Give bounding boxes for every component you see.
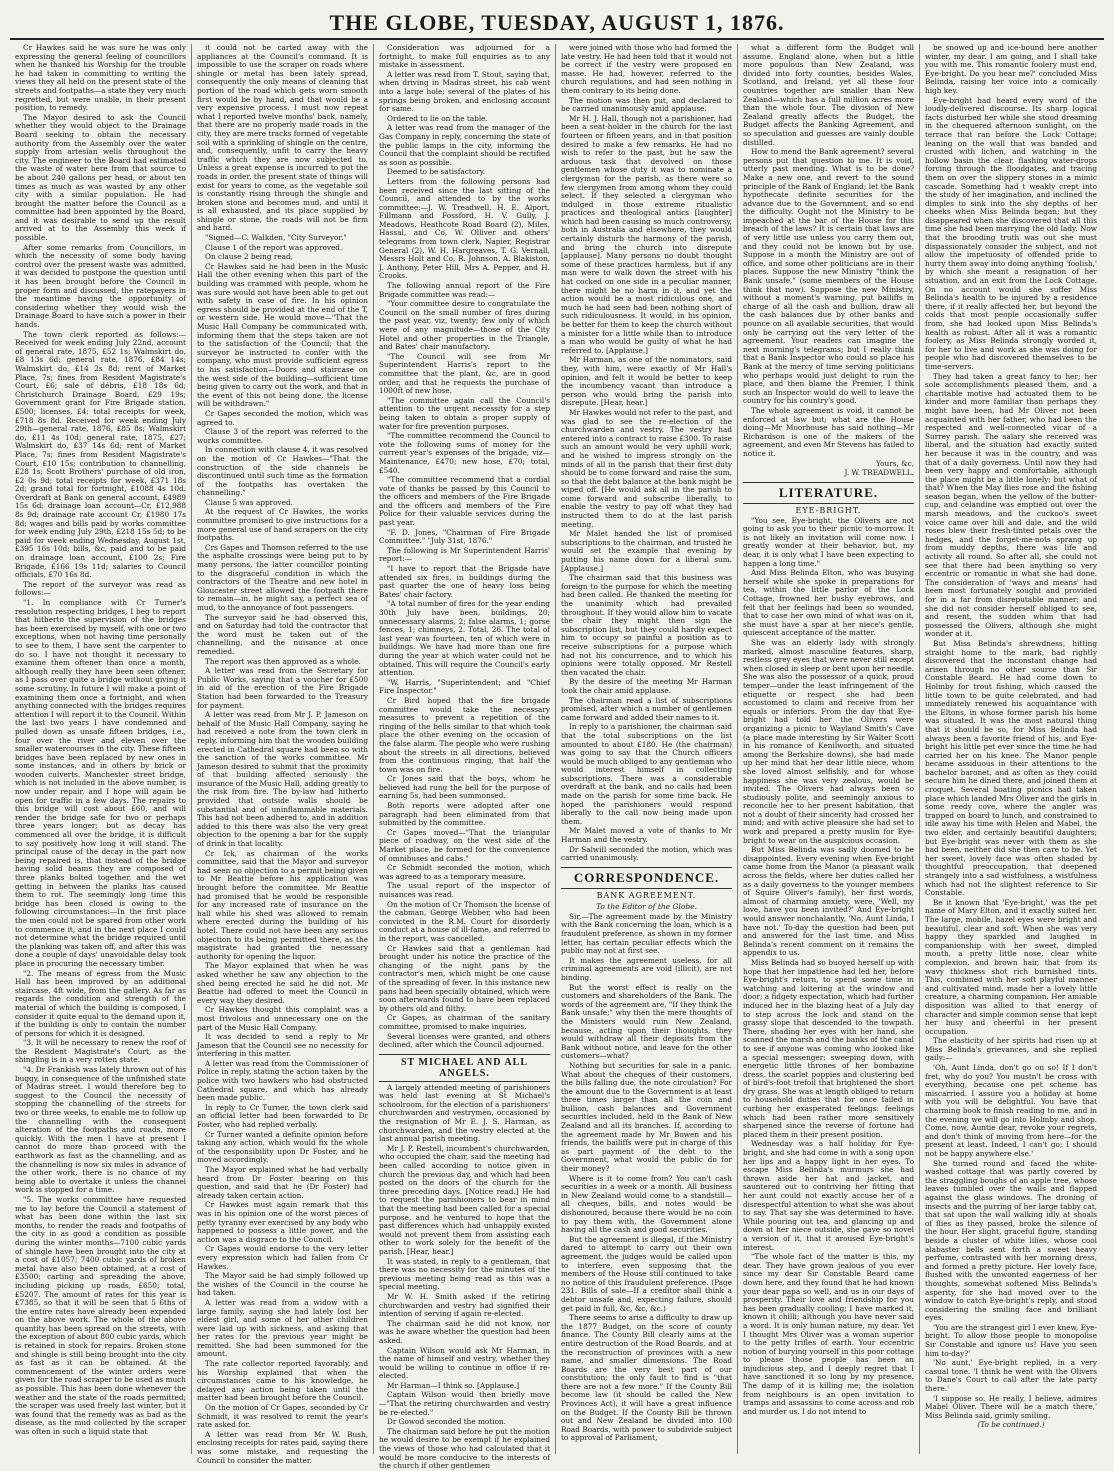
article-paragraph: A largely attended meeting of parishioners was held last evening at St Michael's schoolroom, for the election of a parishioners' churchwarden and vestrymen, occasioned by the resignation of Mr E. J. S. Harman, as churchwarden, and the vestry elected at the last annual parish meeting. <box>379 1082 550 1144</box>
article-paragraph: "Your committee desire to congratulate the Council on the small number of fires during the past year, viz, twenty; few only of which were of any magnitude—those of the City Hotel and other properties in the Triangle, and Bates' chair manufactory. <box>379 299 550 352</box>
article-paragraph: "4. Dr Frankish was lately thrown out of his buggy, in consequence of the unfinished state of Madras street. I would therefore beg to suggest to the Council the necessity of stopping the channelling of the streets for two or three weeks, to enable me to follow up the channelling with the consequent alteration of the footpaths and roads, more quickly. With the men I have at present I cannot do more than proceed with the earthwork as fast as the channelling, and as the channelling is now six miles in advance of the other work, there is no chance of my being able to overtake it unless the channel work is stopped for a time. <box>15 1065 186 1195</box>
article-paragraph: "Signed—C. Walkden, "City Surveyor." <box>205 233 347 243</box>
article-paragraph: Dr Gowod seconded the motion. <box>387 1417 506 1427</box>
article-paragraph: 'No aunt,' Eye-bright replied, in a very casual tone. 'I think he went with the Olivers to Dane's Court to call after the late party there.' <box>925 1358 1097 1394</box>
article-paragraph: Both reports were adopted after one paragraph had been eliminated from that submitted by the committee. <box>379 801 550 828</box>
article-paragraph: Mr H. J. Hall, though not a parishioner, had been a seat-holder in the church for the last fourteen or fifteen years, and in that position desired to make a few remarks. He had no wish to refer to the past, but he saw the arduous task that devolved on those gentlemen whose duty it was to nominate a clergyman for the parish, as there were so few clergymen from among whom they could select. If they selected a clergyman who indulged in those extreme ritualistic practices and theological antics [laughter] which had been causing so much controversy, both in Australia and elsewhere, they would certainly disturb the harmony of the parish, and bring the church into disrepute [applause]. Many persons no doubt thought some of these practices harmless, but if any man were to walk down the street with his hat cocked on one side in a peculiar manner, there might be no harm in it, and yet the action would be a most ridiculous one, and much he had seen had been nothing short of such ridiculousness. It would, in his opinion, be better for them to keep the church without a minister for a little while than to introduce a man who would be guilty of what he had referred to. [Applause.] <box>561 113 732 355</box>
article-paragraph: Mr Harman—I think so. [Applause.] <box>387 1380 520 1390</box>
article-paragraph: Cr Ick, as chairman of the works committee, said that the Mayor and surveyor had seen no objection to a permit being given to Mr Beattie before his application was brought before the committee. Mr Beattie had promised that he would be responsible for any increased rate of insurance on the hall while his shed was allowed to remain where erected during the building of his hotel. There could not have been any serious objection to its being permitted there, as the magistrate had granted the necessary authority for opening the liquor. <box>197 848 368 961</box>
article-paragraph: How to mend the Bank agreement? several persons put that question to me. It is void, utterly past mending. What is to be done? Make a new one, and revert to the sound principle of the Bank of England; let the Bank hypothecate definite securities for the advance due to the Government, and so end the difficulty. Ought not the Ministry to be impeached at the bar of the House for this breach of the laws? It is certain that laws are of very little use unless you carry them out, and they could not be known but by use. Suppose in a month the Ministry are out of office, and some other politicians are in their places. Suppose the new Ministry "think the Bank unsafe," (some members of the House think that now). Suppose the new Ministry, without a moment's warning, put bailiffs in charge of all the cash and bullion, draw all the cash balances due by other banks and pounce on all available securities, that would only be carrying out the very letter of the agreement. Your readers can imagine the next morning's telegrams; but I really think that a Bank Inspector who could so place his Bank at the mercy of time serving politicians who perhaps would just delight to ruin the place, and then blame the Premier, I think such an Inspector would do well to leave the country for his country's good. <box>743 147 914 406</box>
article-paragraph: Mr Hawkes would not refer to the past, and was glad to see the re-election of the churchwarden and vestry. The vestry had entered into a contract to raise £300. To raise such an amount would be very uphill work, and he wished to impress strongly on the minds of all in the parish that their first duty should be to come forward and raise the sum, so that the debt balance at the bank might be wiped off. [He would ask all in the parish to come forward and subscribe liberally, to enable the vestry to pay off what they had instructed them to do at the last parish meeting. <box>561 407 732 529</box>
article-paragraph: Cr Schmidt seconded the motion, which was agreed to as a temporary measure. <box>379 863 550 881</box>
article-paragraph: Cr Hawkes thought this complaint was a most frivolous and unnecessary one on the part of the Music Hall Company. <box>197 1005 368 1032</box>
article-paragraph: Cr Gapes, as chairman of the sanitary committee, promised to make inquiries. <box>379 1013 550 1031</box>
article-paragraph: The chairman said he did not know, nor was he aware whether the question had been asked. <box>379 1318 550 1345</box>
article-paragraph: Captain Wilson would ask Mr Harman, in the name of himself and vestry, whether they would be willing to continue in office if re-elected. <box>379 1345 550 1381</box>
article-paragraph: 'I suppose so. He really, I believe, admires Mabel Oliver. There will be a match there,' Miss Belinda said, grimly smiling. <box>925 1393 1097 1420</box>
article-paragraph: 'You are the strangest girl I ever knew, Eye-bright. To allow those people to monopolise Sir Constable and ignore us! Have you seen him to-day?' <box>925 1322 1097 1358</box>
article-paragraph: The elasticity of her spirits had risen up at Miss Belinda's grievances, and she replied gaily:— <box>925 1036 1097 1063</box>
article-paragraph: In connection with clause 4, it was resolved on the motion of Cr Hawkes—"That the construction of the side channels be discontinued until such time as the formation of the footpaths has overtaken the channelling." <box>197 445 368 498</box>
article-paragraph: "W. Harris, "Superintendent; and "Chief Fire Inspector." <box>379 677 550 696</box>
article-paragraph: But the worst effect is really on the customers and shareholders of the Bank. The words of the agreement are, "If they think the Bank unsafe;" why then the mere thoughts of the Ministers would ruin New Zealand, because, acting upon their thoughts, they would withdraw all their deposits from the Bank without notice, and leave for the other customers—what? <box>561 982 732 1061</box>
article-paragraph: Mr W. H. Smith asked if the retiring churchwarden and vestry had signified their intention of serving if again re-elected. <box>379 1291 550 1319</box>
article-paragraph: She turned round and faced the white-washed cottage that was partly covered by the straggling boughs of an apple tree, whose leaves tumbled over the walls and flapped against the glass windows. The droning of insects and the purring of her large tabby cat, that sat upon the wall walking idly at shoals of flies as they passed, broke the silence of the hour. Her slight, graceful figure, standing beside a cluster of white lilies, whose cool alabaster bells sent forth a sweet heavy perfume, contrasted with her morning dress, and formed a pretty picture. Her lovely face, flushed with the unwonted eagerness of her thoughts, somewhat softened Miss Belinda's asperity, for she had moved over to the window to catch Eye-bright's reply, and stood considering the smiling face and brilliant eyes. <box>925 1158 1097 1323</box>
article-paragraph: Mr Malet handed the list of promised subscriptions to the chairman, and trusted he would set the example that evening by putting his name down for a liberal sum. [Applause.] <box>561 529 732 573</box>
article-paragraph: The usual report of the inspector of nuisances was read. <box>379 881 550 899</box>
article-paragraph: On the motion of Cr Gapes, seconded by Cr Schmidt, it was resolved to remit the year's rate asked for. <box>197 1403 368 1430</box>
article-paragraph: She was an elderly lady with strongly marked, almost masculine features, sharp, restless grey eyes that were never still except when closed in sleep or bent upon her needle. She was also the possessor of a quick, proud temper—under the least infringement of the etiquette or respect she had been accustomed to claim and receive from her equals or inferiors. From the day that Eye-bright had told her the Olivers were organizing a picnic to Wayland Smith's Cave (a place made interesting by Sir Walter Scott in his romance of Kenilworth, and situated among the Berkshire downs), she had made up her mind that her dear little niece, whom she loved almost selfishly, and for whose happiness she was very zealous, would be invited. The Olivers had always been so studiously polite, and seemingly anxious to reconcile her to her present habitation, that not a doubt of their sincerity had crossed her mind; and with active pleasure she had set to work and prepared a pretty muslin for Eye-bright to wear on the auspicious occasion. <box>743 638 914 845</box>
article-paragraph: But Miss Belinda's shrewdness, hitting straight home to the mark, had rightly discovered that the inconstant change had arisen through no other source than Sir Constable Beard. He had come down to Holmby for trout fishing, which caused the little town to be quite celebrated, and had immediately renewed his acquaintance with the Eltons, in whose former parish his home was situated. It was the most natural thing that it should be so, for Miss Belinda had always been a favorite friend of his, and Eye-bright his little pet ever since the time he had carried her on his knee. The Manor people became assiduous in their attentions to the bachelor baronet, and as often as they could secure him he dined there, and joined them at croquet. Several boating picnics had taken place which landed Mrs Oliver and the girls in some reedy cove, where the angler was trapped on board to lunch, and constrained to idle away his time with Helen and Mabel, the two elder, and certainly beautiful daughters; but Eye-bright was never with them as she had been, neither did she then care to be. Yet her sweet, lovely face was often shaded by thoughtful preoccupation, that deepened strangely into a sad wistfulness, a wistfulness which had not the slightest reference to Sir Constable. <box>925 638 1097 898</box>
article-paragraph: The Mayor explained that when he was asked whether he saw any objection to the shed being erected he said he did not. Mr Beattie had offered to meet the Council in every way they desired. <box>197 961 368 1005</box>
article-paragraph: were joined with those who had formed the late vestry. He had been told that it would not be correct if the vestry were proposed en masse. He had, however, referred to the church regulations, and had seen nothing in them contrary to its being done. <box>561 43 732 95</box>
article-paragraph: Eye-bright had heard every word of the loudly-delivered discourse. Its sharp logical facts disturbed her while she stood dreaming in the chequered afternoon sunlight, on the terrace that ran before the Lock Cottage; leaning on the wall that was banded and crusted with lichen, and watching in the hollow basin the clear, flashing water-drops forcing through the floodgates, and tracing them on over the slippery stones in a mimic cascade. Something had t weakly crept into the study of her imagination, and inclined the dimples to sink into the shy depths of her cheeks when Miss Belinda began; but they disappeared when she discovered that all this time she had been marrying the old lady. Now that the brooding truth was out she must dispassionately consider the subject, and not allow the impetuosity of offended pride to hurry them away into doing anything 'foolish,' by which she meant a resignation of her situation, and an exit from the Lock Cottage. On no account would she suffer Miss Belinda's health to be injured by a residence there, if it really affected her, but beyond the colds that most people occasionally suffer from, she had looked upon Miss Belinda's health as robust. After all it was a romantic foolery, as Miss Belinda strongly worded it, for her to live and work as she was doing for people who had discovered themselves to be time-servers. <box>925 95 1097 371</box>
article-paragraph: Ordered to lie on the table. <box>387 113 488 123</box>
article-paragraph: Cr Gapes seconded the motion, which was agreed to. <box>197 408 368 427</box>
column-4 <box>556 44 738 1454</box>
article-paragraph: The town clerk reported as follows:—Received for week ending July 22nd, account of general rate, 1875, £52 1s; Walmskirt do, £8 13s 6d; general rate, 1876, £84 14s; Walmskirt do, £14 2s 8d; rent of Market Place, 7s; fines from Resident Magistrate's Court, £6; sale of débris, £18 18s 6d; Christchurch Drainage Board, £29 19s; Government grant for Fire Brigade station, £500; licenses, £4; total receipts for week, £718 8s 8d. Received for week ending July 29th—general rate, 1876, £85 8s; Walmskirt do, £11 4s 10d; general rate, 1875, £27; Walmskirt do, £37 14s 6d; rent of Market Place, 7s; fines from Resident Magistrate's Court, £10 15s; contribution to channelling, £28 1s; Scott Brothers' purchase of old iron, £2 0s 9d; total receipts for week, £371 18s 2d; grand total for fortnight, £1088 4s 10d. Overdraft at Bank on general account, £4989 15s 6d; drainage loan account—Cr, £12,988 8s 9d; drainage rate account Cr, £1980 17s 8d; wages and bills paid by works committee for week ending July 29th, £218 15s 5d; to be paid for week ending Wednesday, August 1st, £395 16s 10d; bills, &c, paid and to be paid on drainage loan account, £100 2s; Fire Brigade, £166 19s 11d; salaries to Council officials, £70 16s 8d. <box>15 329 186 580</box>
article-paragraph: "2. The means of egress from the Music Hall has been improved by an additional staircase, 4ft wide, from the gallery. As far as regards the condition and strength of the material of which the building is composed, I consider it quite equal to the demand upon it, if the building is only to contain the number of persons for which it is designed. <box>15 968 186 1038</box>
article-paragraph: The report of the surveyor was read as follows:— <box>15 579 186 598</box>
column-6 <box>920 44 1102 1454</box>
article-paragraph: The rate collector reported favorably, and his Worship explained that when the circumstances came to his knowledge, he delayed any action being taken until the matter had been brought before the Council. <box>197 1359 368 1403</box>
article-paragraph: Consideration was adjourned for a fortnight, to make full enquiries as to any mistake in assessment. <box>379 43 550 70</box>
article-paragraph: There seems to arise a difficulty to draw up the 1877 Budget, on the score of county finance. The County Bill clearly aims at the entire destruction of the Road Boards, and at the reconstruction of provinces with a new name, and smaller dimensions. The Road Boards are the very best part of our constitution; the only fault to find is "that there are not a few more." If the County Bill become law (it should be called the New Provinces Act), it will have a great influence on the Budget. If the County Bill be thrown out and New Zealand be divided into 100 Road Boards, with power to subdivide subject to approval of Parliament, <box>561 1313 732 1443</box>
article-paragraph: Yours, &c, <box>875 458 914 468</box>
article-paragraph: Cr Hawkes said he was sure he was only expressing the general feeling of councillors when he thanked his Worship for the trouble he had taken in committing to writing the views they all held on the present state of the streets and footpaths—a state they very much regretted, but were unable, in their present position, to remedy. <box>15 43 186 113</box>
masthead <box>10 8 1104 40</box>
article-paragraph: In reply to a parishioner, the chairman said that the total subscriptions on the list amounted to about £180. He (the chairman) was going to say that the Church officers would be much obliged to any gentleman who would interest himself in collecting subscriptions. There was a considerable overdraft at the bank, and no calls had been made on the parish for some time back. He hoped the parishioners would respond liberally to the call now being made upon them. <box>561 722 732 826</box>
article-paragraph: But the agreement is illegal, if the Ministry dared to attempt to carry out their own agreement, the judges would be called upon to interfere, even supposing that the members of the House still continued to take no notice of this fraudulent preference. (Page 231. Bills of sale—If a creditor shall think a debtor unsafe and, expecting failure, should get paid in full, &c, &c, &c.) <box>561 1234 732 1313</box>
article-paragraph: A letter was read from the manager of the Gas Company in reply, concerning the state of the public lamps in the city, informing the Council that the complaint should be rectified as soon as possible. <box>379 123 551 167</box>
article-paragraph: Clause 5 was approved. <box>205 497 293 507</box>
article-paragraph: A letter was read from Mr J. P. Jameson on behalf of the Music Hall Company, saying he had received a note from the town clerk in reply, informing him that the wooden building erected in Cathedral square had been so with the sanction of the works committee. Mr Jameson desired to submit that the proximity of that building affected seriously the insurance of the Music Hall, adding greatly to the risk from fire. The by-law had hitherto provided that outside walls should be substantial and of uninflammable materials. This had not been adhered to, and in addition added to this there was also the very great objection to the opening a bar for the supply of drink in that locality. <box>197 710 368 849</box>
article-paragraph: The chairman said that this business was foreign to the purpose for which the meeting had been called. He thanked the meeting for the unanimity which had prevailed throughout. If they would allow him to vacate the chair they might then sign the subscription list, but they could hardly expect him to occupy so painful a position as to receive subscriptions for a purpose which had not his concurrence, and to which his opinions were totally opposed. Mr Restell then vacated the chair. <box>561 573 732 677</box>
article-paragraph: Mr Malet moved a vote of thanks to Mr Harman and the vestry. <box>561 826 732 845</box>
article-paragraph: On clause 2 being read, <box>205 252 293 262</box>
article-paragraph: At the request of Cr Hawkes, the works committee promised to give instructions for a more general use of hand scrapers on the city footpaths. <box>197 507 368 543</box>
bank-agreement-subheading: BANK AGREEMENT. <box>596 890 697 900</box>
article-paragraph: It was decided to send a reply to Mr Jameson that the Council see no necessity for interfering in this matter. <box>197 1032 368 1059</box>
article-paragraph: Cr Turner wanted a definite opinion before taking any action, which would fix the whole of the responsibility upon Dr Foster, and he moved accordingly. <box>197 1129 368 1165</box>
article-paragraph: Sir,—The agreement made by the Ministry with the Bank concerning the loan, which is a fraudulent preference, as shown in my former letter, has certain peculiar effects which the public may not at first see. <box>561 911 732 956</box>
article-paragraph: what a different form the Budget will assume. England alone, when but a little more populous than New Zealand, was divided into forty counties, besides Wales, Scotland, and Ireland, yet all these four countries together are smaller than New Zealand—which has a full million acres more than the whole four. The division of New Zealand greatly affects the Budget, the Budget affects the Banking Agreement, and so speculation and guesses are vainly double distilled. <box>743 43 914 147</box>
article-paragraph: Be it known that 'Eye-bright,' was the pet name of Mary Elton, and it exactly suited her. The large, mobile, hazel eyes were bright and beautiful, clear and soft. When she was very happy they sparkled and laughed in companionship with her sweet, dimpled mouth, a pretty little nose, clear white complexion, and brown hair, that from its wavy thickness shot rich burnished tints. This, combined with her soft playful manner and cultivated mind, made her a lovely little creature, a charming companion. Her amiable disposition was allied to that energy of character and simple common sense that kept her busy and cheerful in her present occupation. <box>925 897 1097 1036</box>
article-paragraph: A letter was read from the Commissioner of Police in reply, stating the action taken by the police with two hawkers who had obstructed Cathedral square, and which has already been made public. <box>197 1058 368 1103</box>
article-paragraph: "The committee again call the Council's attention to the urgent necessity for a step being taken to obtain a proper supply of water for fire prevention purposes. <box>379 395 550 431</box>
article-paragraph: "The committee recommend the Council to vote the following sums of money for the current year's expenses of the brigade, viz—Maintenance, £470; new hose, £70; total, £540. <box>379 431 550 475</box>
article-paragraph: Deemed to be satisfactory. <box>387 167 486 177</box>
article-paragraph: "F. D. Jones, "Chairman of Fire Brigade Committee." "July 31st, 1876." <box>379 527 550 546</box>
article-paragraph: It was stated, in reply to a gentleman, that there was no necessity for the minutes of the previous meeting being read as this was a special meeting. <box>379 1256 550 1292</box>
article-paragraph: Dr Salwill seconded the motion, which was carried unanimously. <box>561 844 732 863</box>
article-paragraph: Miss Belinda had so buoyed herself up with hope that her impatience had led her, before Eye-bright's return, to spend some time in watching and loitering at the window and door; a fidgety expectation, which had further induced her in the blazing heat of a July day to step across the lock and stand on the grassy slope that descended to the towpath. There, shading her eyes with her hand, she scanned the marsh and the banks of the canal to see if anyone was coming who looked like a special messenger; sweeping down, with energetic little thrones of her bombazine dress, the scarlet poppies and clustering bed of bird's-foot trefoil that brightened the short dry grass. She was at length obliged to return to household duties that for once failed in curbing her exasperated feelings: feelings which had been rather more sensitively sharpened since the reverse of fortune had placed them in their present position. <box>743 957 914 1139</box>
column-3 <box>374 43 556 1471</box>
article-paragraph: The Mayor desired to ask the Council whether they would object to the Drainage Board seeking to obtain the necessary authority from the Assembly over the water supply from artesian wells throughout the city. The engineer to the Board had estimated the waste of water here from that source to be about 240 gallons per head, or about ten times as much as was wasted by any other city with a similar population. He had brought the matter before the Council as a committee had been appointed by the Board, and it was desirable to send up the result arrived at to the Assembly this week if possible. <box>15 112 186 243</box>
article-paragraph: 'Oh, Aunt Linda, don't go on so! If I don't fret, why do you? You mustn't be cross with everything, because one pet scheme has miscarried. I assure you a holiday at home with you will be delightful. You have that charming book to finish reading to me, and in the evening we will go into Holmby and shop. Come, now, Auntie dear, revoke your regrets, and don't think of moving from here—for the present at least. Indeed, I can't go; I should not be happy anywhere else.' <box>925 1063 1097 1158</box>
article-paragraph: it could not be carted away with the appliances at the Council's command. It is impossible to use the scraper on roads where shingle or metal has been lately spread, consequently the only means of cleaning that portion of the road which gets worn smooth first would be by hand, and that would be a very expensive process. I must now repeat what I reported twelve months' back, namely, that there are no properly made roads in the city, they are mere tracks formed of vegetable soil with a sprinkling of shingle on the centre, and, consequently, unfit to carry the heavy traffic which they are now subjected to. Unless a great expense is incurred to put the roads in order, the present state of things will exist for years to come, as the vegetable soil is constantly rising through the shingle and broken stone and becomes mud, and until it is all exhausted, and its place supplied by shingle or stone, the roads will not be firm and hard. <box>197 43 368 233</box>
article-paragraph: The following is Mr Superintendent Harris' report:— <box>379 545 550 564</box>
editor-line: To the Editor of the Globe. <box>595 901 698 911</box>
article-paragraph: They had taken a great fancy to her; her sole accomplishments pleased them, and a charitable motive had actuated them to be kinder and more familiar than perhaps they might have been, had Mr Oliver not been acquainted with her father, who had been the respected and well-connected vicar of a Surrey parish. The salary she received was liberal, and the situation had exactly suited her because it was in the country, and was that of a daily governess. Until now they had been very happy and comfortable, although the place might be a little lonely; but what of that? When the May flies rose and the fishing season began, when the yellow of the butter-cup, and celandine was emptied out over the marsh meadows, and the cuckoo's sweet voice came over hill and dale, and the wild roses blew their fresh-tinted petals over the hedges, and the forget-me-nots sprang up from muddy depths, there was life and activity all round. So after all, she could not see that there had been anything so very eccentric or romantic in what she had done. The consideration of 'ways and means' had been most fortunately sought and provided for in a far from disreputable manner; and she did not consider herself obliged to see, and resent, the sudden whim that had possessed the Olivers, although she might wonder at it. <box>925 371 1097 639</box>
article-paragraph: The Mayor explained what he had verbally heard from Dr Foster bearing on this question, and said that he (Dr Foster) had already taken certain action. <box>197 1165 368 1200</box>
article-paragraph: The chairman read a list of subscriptions promised, after which a number of gentlemen came forward and added their names to it. <box>561 695 732 722</box>
article-paragraph: The following annual report of the Fire Brigade committee was read:— <box>379 281 550 299</box>
article-paragraph: But Miss Belinda was sadly doomed to be disappointed. Every evening when Eye-bright came home from the Manor (a pleasant walk across the fields, where her duties called her as a daily governess to the younger members of Squire Oliver's family), her first words, almost of charming anxiety, were, 'Well, my love, have you been invited?' And Eye-bright would answer nonchalantly, 'No, Aunt Linda, I have not.' To-day the question had been put and answered for the last time, and Miss Belinda's recent comment on it remains the appendix to us. <box>743 845 914 958</box>
article-paragraph: A letter was read from T. Stout, saying that, when driving in Madras street, his cab went into a large hole; several of the plates of his springs being broken, and enclosing account for same. <box>379 69 550 114</box>
article-paragraph: Clause 3 of the report was referred to the works committee. <box>197 427 368 445</box>
article-paragraph: "You see, Eye-bright, the Olivers are not going to ask you to their picnic to-morrow. It is not likely an invitation will come now. I greatly wonder at their behavior, but, my dear, it is only what I have been expecting to happen a long time." <box>743 515 914 568</box>
article-paragraph: The chairman said before he put the motion he would desire to be exempt if he explained the views of those who had calculated that it would be more conducive to the interests of the church if other gentlemen <box>379 1426 550 1471</box>
eye-bright-subheading: EYE-BRIGHT. <box>795 505 862 515</box>
correspondence-heading: CORRESPONDENCE. <box>561 867 732 889</box>
article-paragraph: A letter was read from the Secretary for Public Works, saying that a voucher for £500 in aid of the erection of the Fire Brigade Station had been forwarded to the Treasury for payment. <box>197 666 368 710</box>
article-paragraph: The Mayor said he had simply followed up the wishes of the Council in the course he had taken. <box>197 1271 368 1298</box>
article-paragraph: After some remarks from Councillors, in which the necessity of some body having control over the present waste was admitted, it was decided to postpone the question until it has been brought before the Council in proper form and discussed, the ratepayers in the meantime having the opportunity of considering whether they would wish the Drainage Board to have such a power in their hands. <box>15 242 186 329</box>
columns <box>10 43 1104 1471</box>
to-be-continued: (To be continued.) <box>977 1420 1045 1430</box>
column-1 <box>10 44 192 1454</box>
article-paragraph: On the motion of Cr Thomson the license of the cabman, George Webber, who had been convicted in the R.M. Court for disorderly conduct at a house of ill-fame, and referred to in the report, was cancelled. <box>379 899 550 943</box>
article-paragraph: The report was then approved as a whole. <box>205 656 361 666</box>
article-paragraph: A letter was read from Mr W. Bush, enclosing receipts for rates paid, saying there was some mistake, and requesting the Council to consider the matter. <box>197 1429 368 1465</box>
article-paragraph: In reply to Cr Turner, the town clerk said an official letter had been forwarded to Dr Foster, who had replied verbally. <box>197 1102 368 1130</box>
article-paragraph: "A total number of fires for the year ending 30th July have been, buildings, 20; unnecessary alarms, 2; false alarms, 1; gorse fences, 1; chimneys, 2. Total, 26. The total of last year was fourteen, ten of which were in buildings. We have had more than one fire during the year at which water could not be obtained. This will require the Council's early attention. <box>379 599 550 678</box>
article-paragraph: Mr J. P. Restell, incumbent's churchwarden, who occupied the chair, said the meeting had been called according to notice given in church the previous day, and which had been posted on the doors of the church for the three preceding days. [Notice read.] He had to request the parishioners to bear in mind that the meeting had been called for a special purpose, and he ventured to hope that the past differences which had unhappily existed would not prevent them from assisting each other to work solely for the benefit of the parish. [Hear, hear.] <box>379 1143 550 1256</box>
article-paragraph: By the desire of the meeting Mr Harman took the chair amid applause. <box>561 677 732 695</box>
column-5 <box>738 44 920 1454</box>
article-paragraph: Cr Bird hoped that the fire brigade committee would take the necessary measures to prevent a repetition of the ringing of the bells similar to that which took place the other evening on the occasion of the false alarm. The people who were rushing about the streets in all directions, believed from the continuous ringing, that half the town was on fire. <box>379 695 550 774</box>
st-michael-heading: ST MICHAEL AND ALL ANGELS. <box>379 1054 550 1082</box>
article-paragraph: be snowed up and ice-bound here another winter, my dear. I am going, and I shall take you with me. This romantic foolery must end, Eye-bright. Do you hear me?' concluded Miss Belinda, raising her voice into a comically high key. <box>925 43 1097 95</box>
article-paragraph: Cr Gapes would endorse to the very letter every expression which had fallen from Cr Hawkes. <box>197 1244 368 1271</box>
article-paragraph: The whole agreement is void, it cannot be enforced at law but; what are the House doing—Mr Moorhouse has said nothing—Mr Richardson is one of the makers of the agreement, and even Mr Stevens has failed to notice it. <box>743 405 914 458</box>
masthead-title: THE GLOBE, TUESDAY, AUGUST 1, 1876. <box>329 10 785 35</box>
article-paragraph: Crs Gapes and Thomson referred to the use the asphalte crossings were being put to by many persons, the latter councillor pointing to the disgraceful condition in which the contractors of the Theatre and new hotel in Gloucester street allowed the footpath there to remain—in, he might say, a perfect sea of mud, to the annoyance of foot passengers. <box>197 542 368 612</box>
article-paragraph: Cr Gapes moved—"That the triangular piece of roadway, on the west side of the Market place, be formed for the convenience of omnibuses and cabs." <box>379 827 550 863</box>
article-paragraph: "I have to report that the Brigade have attended six fires, in buildings during the past quarter the one of heavy loss being Bates' chair factory. <box>379 564 550 599</box>
article-paragraph: "1. In compliance with Cr Turner's resolution respecting bridges, I beg to report that hitherto the supervision of the bridges has been exercised by myself, with one or two exceptions, when not having time personally to see to them, I have sent the carpenter to do so. I have not thought it necessary to examine them oftener than once a month, although really they have been seen oftener, as I pass over quite a bridge without giving it some scrutiny. In future I will make a point of examining them once a fortnight, and when anything connected with the bridges requires attention I will report it to the Council. Within the last two years I have condemned and pulled down as unsafe fifteen bridges, i.e., four over the river and eleven over the smaller watercourses in the city. These fifteen bridges have been replaced by new ones in some instances, and in others by brick or wooden culverts. Manchester street bridge, which is not included in the above number, is now under repair, and I hope will again be open for traffic in a few days. The repairs to this bridge will cost about £60, and will render the bridge safe for two or perhaps three years longer; but as decay has commenced all over the bridge, it is difficult to say positively how long it will stand. The principal cause of the decay in the part now being repaired is, that instead of the bridge having solid beams they are composed of three planks bolted together, and the wet getting in between the planks has caused them to rot. The seemingly long time this bridge has been closed is owing to the following circumstances:—In the first place the men could not be spared from other work to commence it, and in the next place I could not determine what the bridge required until the planking was taken off, and after this was done a couple of days' unavoidable delay took place in procuring the necessary timber. <box>15 598 186 968</box>
article-paragraph: And Miss Belinda Elton, who was busying herself while she spoke in preparations for tea, within the little parlor of the Lock Cottage, frowned her bushy eyebrows, and felt that her feelings had been so wounded, that to case her own mind of what was on it, she must have a spar at her niece's gentle, quiescent acceptance of the matter. <box>743 568 914 638</box>
article-paragraph: Cr Hawkes must again remark that this was in his opinion one of the worst pieces of petty tyranny ever exercised by any body who happened to possess a little power, and the action was a disgrace to the Council. <box>197 1200 368 1244</box>
article-paragraph: Letters from the following persons had been received since the last sitting of the Council, and attended to by the works committee:—J. W. Treadwell, H. E. Alport, Fillmann and Fossford, H. V. Gully, J. Meadows, Heathcote Road Board (2), Miles, Hassal, and Co, W. Olliver and others' telegrams from town clerk, Napier, Registrar General (2), W. H. Hargreaves, T. G. Vernall, Messrs Holt and Co, R. Johnson, A. Blakiston, J. Anthony, Peter Hill, Mrs A. Pepper, and H. Crooks. <box>379 176 550 281</box>
article-paragraph: Mr Harman, as one of the nominators, said they, with him, were exactly of Mr Hall's opinion, and felt it would be better to keep the incumbency vacant than introduce a person who would bring the parish into disrepute. [Hear, hear.] <box>561 355 732 408</box>
article-paragraph: Where is it to come from? You can't cash securities in a week or a month. All business in New Zealand would come to a standstill—all cheques, bills, and notes would be dishonoured, because there would be no coin to pay them with, the Government alone having all the cash and good securities. <box>561 1173 732 1235</box>
literature-heading: LITERATURE. <box>743 482 914 504</box>
article-paragraph: "The Council will see from Mr Superintendent Harris's report to the committee that the plant, &c, are in good order, and that he requests the purchase of 1000ft of new hose. <box>379 351 550 396</box>
article-paragraph: Cr Jones said that the boys, whom he believed had rung the bell for the purpose of earning 5s, had been summonsed. <box>379 774 550 801</box>
article-paragraph: Clause 1 of the report was approved. <box>205 242 343 252</box>
article-paragraph: Cr Hawkes said he had been in the Music Hall the other evening when this part of the building was crammed with people, whom he was sure would not have been able to get out with safety in case of fire. In his opinion egress should be provided at the end of the T, or western side. He would move—"That the Music Hall Company be communicated with, informing them that the steps taken are not to the satisfaction of the Council; that the surveyor be instructed to confer with the company, who must provide sufficient egress to his satisfaction—Doors and staircase on the west side of the building—sufficient time being given to carry out the work, and that in the event of this not being done, the license will be withdrawn." <box>197 261 368 409</box>
article-paragraph: Nothing but securities for sale in a panic. What about the cheques of their customers, the bills falling due, the note circulation? For the amount due to the Government is at least three times larger than all the coin and bullion, cash balances and Government securities included, held in the Bank of New Zealand and all its branches. If, according to the agreement made by Mr Bowen and his friends, the bailiffs were put in charge of this as part payment of the debt to the Government, what would the public do for their money? <box>561 1060 732 1174</box>
article-paragraph: "5. The works committee have requested me to lay before the Council a statement of what has been done within the last six months, to render the roads and footpaths of the city in as good a condition as possible during the winter months—7100 cubic yards of shingle have been brought into the city at a cost of £1057; 7400 cubic yards of broken metal have also been obtained, at a cost of £3500; carting and spreading the above, including picking up roads, £650; total, £5207. The amount of rates for this year is £7385, so that it will be seen that 5 6ths of the entire rates have already been expended on the above work. The whole of the above quantity has been spread on the streets, with the exception of about 800 cubic yards, which is retained in stock for repairs. Broken stone and shingle is still being brought into the city as fast as it can be obtained. At the commencement of the winter orders were given for the road scraper to be used as much as possible. This has been done whenever the weather and the state of the roads permitted; the scraper was used freely last winter, but it was found that the remedy was as bad as the disease, as the mud collected by the scraper was often in such a liquid state that <box>15 1194 186 1436</box>
article-paragraph: Captain Wilson would then briefly move—"That the retiring churchwarden and vestry be re-elected." <box>379 1390 550 1417</box>
article-paragraph: "The whole fact of the matter is this, my dear. They have grown jealous of you ever since my dear Sir Constable Beard came down here, and they found that he had known your dear papa so well, and us in our days of prosperity. Their love and friendship for you has been gradually cooling; I have marked it, known it chilli; although you have never said a word. It is only human nature, my dear. Yet I thought Mrs Oliver was a woman superior to the petty trifles of earth. Your eccentric notion of burying yourself in this poor cottage to please those people has been an injudicious step, and I deeply regret that I have sanctioned it so long by my presence. The damp of it is killing me; the isolation from neighbours is an open invitation to tramps and assassins to come across and rob and murder us. I do not intend to <box>743 1252 914 1416</box>
article-paragraph: The motion was then put, and declared to be carried unanimously amid applause. <box>561 95 732 114</box>
article-paragraph: Several licenses were granted, and others declined, after which the Council adjourned. <box>379 1031 550 1050</box>
article-paragraph: "The committee recommend that a cordial vote of thanks be passed by this Council to the officers and members of the Fire Brigade and the officers and members of the Fire Police for their valuable services during the past year. <box>379 475 550 528</box>
article-paragraph: Cr Hawkes said that a gentleman had brought under his notice the practice of the changing of the night pans by the contractor's men, which might be one cause of the spreading of fever. In this instance new pans had been specially obtained, which were soon afterwards found to have been replaced by others old and filthy. <box>379 943 550 1013</box>
article-paragraph: It makes the agreement useless, for all criminal agreements are void (illicit), are not binding. <box>561 955 732 982</box>
article-paragraph: "3. It will be necessary to renew the roof of the Resident Magistrate's Court, as the shingling is in a very rotten state. <box>15 1038 186 1065</box>
article-paragraph: A letter was read from a widow with a large family, saying she had lately lost her eldest girl, and some of her other children were laid up with sickness, and asking that her rates for the previous year might be remitted. She had been summoned for the amount. <box>197 1297 368 1359</box>
column-2 <box>192 43 374 1465</box>
article-paragraph: Wednesday was a half holiday for Eye-bright, and she had come in with a song upon her lips and a happy light in her eyes. To escape Miss Belinda's murmurs she had thrown aside her hat and jacket, and sauntered out to contriving her fitting that her aunt could not exactly accuse her of a disrespectful attention to what she was about to say. That say she was determined to have. While pouring out tea, and glancing up and down at her niece outside, she gave so novel a version of it, that it aroused Eye-bright's interest. <box>743 1139 914 1252</box>
article-paragraph: J. W. TREADWELL. <box>844 468 914 478</box>
article-paragraph: The surveyor said he had observed this, and on Saturday had told the contractor that the word must be taken out of the channelling, and the nuisance at once remedied. <box>197 612 368 656</box>
